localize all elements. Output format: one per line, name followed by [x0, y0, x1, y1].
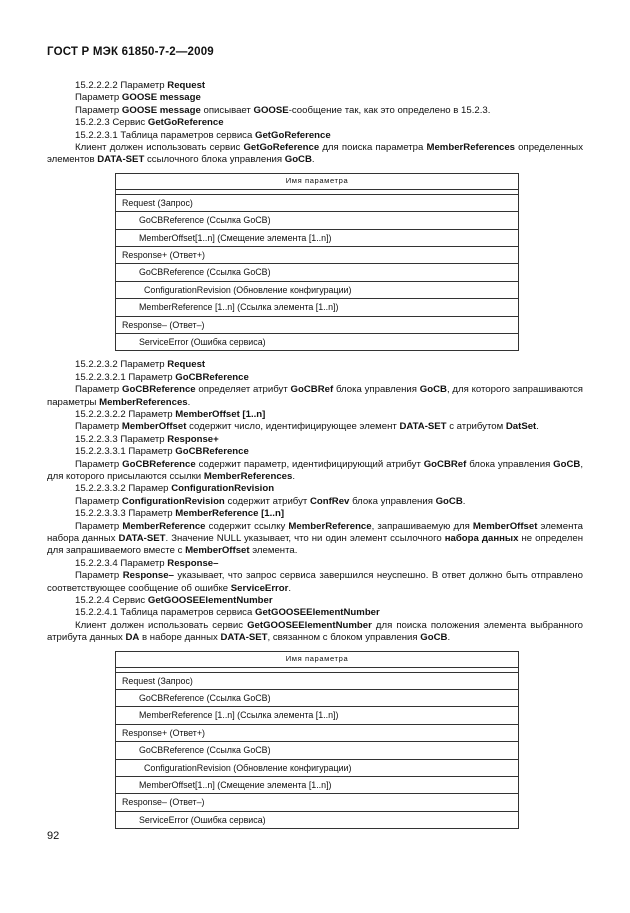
bold-term: ConfRev	[309, 495, 350, 507]
bold-term: GoCB	[419, 384, 447, 396]
paragraph	[47, 92, 583, 104]
bold-term: GoCBReference	[175, 371, 249, 383]
table-row	[116, 742, 519, 759]
text-run: с атрибутом	[446, 421, 506, 433]
paragraph	[47, 595, 583, 607]
paragraph	[47, 558, 583, 570]
text-run: .	[311, 154, 315, 166]
text-run: элемента.	[249, 545, 298, 557]
bold-term: GetGoReference	[147, 117, 224, 129]
parameter-name-cell: Response+ (Ответ+)	[116, 247, 519, 264]
bold-term: GetGoReference	[243, 142, 320, 154]
text-run: Параметр	[75, 92, 122, 104]
parameter-name-cell: GoCBReference (Ссылка GoCB)	[116, 742, 519, 759]
table-row	[116, 281, 519, 298]
table-row	[116, 811, 519, 828]
table-row	[116, 724, 519, 741]
paragraph	[47, 483, 583, 495]
text-run: 15.2.2.3.3.2 Парамер	[75, 483, 172, 495]
document-body	[47, 80, 583, 837]
bold-term: GoCBRef	[423, 458, 467, 470]
text-run: элемента набора данных	[47, 520, 583, 545]
parameter-name-cell: MemberReference [1..n] (Ссылка элемента [1..n])	[116, 707, 519, 724]
paragraph	[47, 384, 583, 409]
text-run: Параметр	[75, 421, 122, 433]
bold-term: MemberOffset	[472, 520, 538, 532]
table-row	[116, 672, 519, 689]
bold-term: MemberOffset	[185, 545, 250, 557]
text-run: Параметр	[75, 520, 123, 532]
text-run: для поиска параметра	[319, 142, 427, 154]
text-run: определяет атрибут	[195, 384, 291, 396]
table-row	[116, 759, 519, 776]
text-run: 15.2.2.3.2 Параметр	[75, 359, 168, 371]
paragraph	[47, 620, 583, 645]
parameter-name-cell: GoCBReference (Ссылка GoCB)	[116, 264, 519, 281]
bold-term: GoCBReference	[122, 384, 196, 396]
table-row	[116, 264, 519, 281]
paragraph	[47, 446, 583, 458]
bold-term: MemberReference	[122, 520, 206, 532]
parameter-name-cell: ServiceError (Ошибка сервиса)	[116, 811, 519, 828]
text-run: для поиска положения элемента выбранного атрибута данных	[47, 619, 583, 644]
bold-term: DATA-SET	[399, 421, 447, 433]
table-row	[116, 333, 519, 350]
parameter-name-cell: ConfigurationRevision (Обновление конфигурации)	[116, 759, 519, 776]
bold-term: Response–	[122, 570, 174, 582]
parameter-name-cell: Response– (Ответ–)	[116, 316, 519, 333]
text-run: Параметр	[75, 104, 122, 116]
paragraph	[47, 359, 583, 371]
bold-term: Response+	[167, 433, 219, 445]
bold-term: GoCB	[420, 632, 448, 644]
text-run: .	[292, 471, 296, 483]
table-row	[116, 229, 519, 246]
text-run: описывает	[200, 104, 254, 116]
paragraph	[47, 421, 583, 433]
text-run: 15.2.2.2.2 Параметр	[75, 80, 168, 91]
text-run: 15.2.2.3.3.1 Параметр	[75, 446, 176, 458]
bold-term: GetGOOSEElementNumber	[147, 595, 273, 607]
text-run: определенных элементов	[47, 142, 583, 166]
text-run: указывает, что запрос сервиса завершился неуспешно. В ответ должно быть отправлено соответствующее сообщение об ошибке	[47, 570, 583, 594]
parameter-name-cell: GoCBReference (Ссылка GoCB)	[116, 212, 519, 229]
text-run: Параметр	[75, 384, 123, 396]
text-run: 15.2.2.3.1 Таблица параметров сервиса	[75, 129, 255, 141]
paragraph	[47, 105, 583, 117]
text-run: в наборе данных	[139, 632, 221, 644]
bold-term: GoCB	[553, 458, 581, 470]
table-header-cell: Имя параметра	[116, 173, 519, 189]
paragraph	[47, 521, 583, 558]
text-run: , связанном с блоком управления	[267, 632, 421, 644]
table-row	[116, 299, 519, 316]
text-run: -сообщение так, как это определено в 15.2.3.	[288, 104, 491, 116]
bold-term: GetGOOSEElementNumber	[255, 607, 380, 619]
text-run: .	[536, 421, 539, 433]
table-row	[116, 794, 519, 811]
table-row	[116, 316, 519, 333]
bold-term: GoCB	[435, 495, 463, 507]
text-run: содержит параметр, идентифицирующий атрибут	[195, 458, 424, 470]
bold-term: MemberReferences	[99, 396, 188, 408]
text-run: 15.2.2.3.4 Параметр	[75, 557, 168, 569]
bold-term: DatSet	[505, 421, 537, 433]
bold-term: Request	[167, 359, 206, 371]
text-run: блока управления	[333, 384, 420, 396]
text-run: 15.2.2.3.2.1 Параметр	[75, 371, 176, 383]
table-row	[116, 707, 519, 724]
text-run: .	[447, 632, 451, 644]
parameter-name-cell: Request (Запрос)	[116, 672, 519, 689]
bold-term: GOOSE	[253, 104, 289, 116]
text-run: содержит число, идентифицирующее элемент	[186, 421, 400, 433]
parameter-name-cell: Response– (Ответ–)	[116, 794, 519, 811]
parameter-name-cell: Response+ (Ответ+)	[116, 724, 519, 741]
bold-term: MemberOffset [1..n]	[175, 408, 266, 420]
text-run: , для которого присылаются ссылки	[47, 458, 583, 483]
bold-term: MemberOffset	[121, 421, 187, 433]
section-parameters	[47, 359, 583, 644]
parameter-table-get-goose-element-number	[115, 651, 519, 830]
bold-term: GoCBReference	[175, 446, 249, 458]
parameter-name-cell: ServiceError (Ошибка сервиса)	[116, 333, 519, 350]
bold-term: DATA-SET	[220, 632, 268, 644]
table-header-cell: Имя параметра	[116, 651, 519, 667]
bold-term: DATA-SET	[97, 154, 145, 166]
bold-term: Request	[167, 80, 206, 91]
text-run: 15.2.2.3.3 Параметр	[75, 433, 168, 445]
table-row	[116, 212, 519, 229]
document-header: ГОСТ Р МЭК 61850-7-2—2009	[47, 46, 214, 58]
parameter-name-cell: MemberOffset[1..n] (Смещение элемента [1..n])	[116, 777, 519, 794]
bold-term: GOOSE message	[121, 104, 201, 116]
table-row	[116, 690, 519, 707]
paragraph	[47, 459, 583, 484]
table-row	[116, 194, 519, 211]
bold-term: GOOSE message	[121, 92, 201, 104]
table-row	[116, 777, 519, 794]
text-run: 15.2.2.3 Сервис	[75, 117, 148, 129]
parameter-name-cell: ConfigurationRevision (Обновление конфигурации)	[116, 281, 519, 298]
paragraph	[47, 130, 583, 142]
text-run: не определен для запрашиваемого вместе с	[47, 533, 583, 557]
bold-term: ConfigurationRevision	[121, 495, 225, 507]
text-run: блока управления	[466, 458, 554, 470]
page-number: 92	[47, 830, 60, 842]
paragraph	[47, 496, 583, 508]
bold-term: GoCBRef	[290, 384, 334, 396]
text-run: ссылочного блока управления	[144, 154, 285, 166]
bold-term: DA	[125, 632, 140, 644]
paragraph	[47, 508, 583, 520]
bold-term: Response–	[167, 557, 219, 569]
paragraph	[47, 372, 583, 384]
parameter-name-cell: GoCBReference (Ссылка GoCB)	[116, 690, 519, 707]
text-run: 15.2.2.4 Сервис	[75, 595, 148, 607]
bold-term: DATA-SET	[118, 533, 166, 545]
text-run: блока управления	[349, 495, 436, 507]
text-run: содержит атрибут	[224, 495, 310, 507]
bold-term: MemberReferences	[426, 142, 516, 154]
parameter-name-cell: MemberOffset[1..n] (Смещение элемента [1..n])	[116, 229, 519, 246]
bold-term: GetGOOSEElementNumber	[247, 619, 372, 631]
section-get-go-reference	[47, 80, 583, 167]
paragraph	[47, 409, 583, 421]
bold-term: GoCBReference	[122, 458, 196, 470]
text-run: Клиент должен использовать сервис	[75, 142, 244, 154]
bold-term: ConfigurationRevision	[171, 483, 275, 495]
bold-term: GetGoReference	[255, 129, 331, 141]
text-run: Параметр	[75, 570, 123, 582]
parameter-name-cell: Request (Запрос)	[116, 194, 519, 211]
paragraph	[47, 434, 583, 446]
bold-term: набора данных	[444, 533, 519, 545]
paragraph	[47, 607, 583, 619]
text-run: Клиент должен использовать сервис	[75, 619, 248, 631]
text-run: .	[288, 582, 292, 594]
bold-term: GoCB	[284, 154, 312, 166]
bold-term: MemberReference [1..n]	[175, 508, 285, 520]
text-run: 15.2.2.3.2.2 Параметр	[75, 408, 176, 420]
text-run: , запрашиваемую для	[371, 520, 473, 532]
bold-term: ServiceError	[230, 582, 289, 594]
parameter-table-get-go-reference	[115, 173, 519, 352]
text-run: Параметр	[75, 458, 123, 470]
table-row	[116, 247, 519, 264]
text-run: Параметр	[75, 495, 122, 507]
paragraph	[47, 80, 583, 92]
text-run: , для которого запрашиваются параметры	[47, 384, 583, 408]
text-run: 15.2.2.3.3.3 Параметр	[75, 508, 176, 520]
paragraph	[47, 117, 583, 129]
parameter-name-cell: MemberReference [1..n] (Ссылка элемента [1..n])	[116, 299, 519, 316]
bold-term: MemberReference	[288, 520, 372, 532]
text-run: 15.2.2.4.1 Таблица параметров сервиса	[75, 607, 255, 619]
paragraph	[47, 142, 583, 167]
text-run: .	[462, 495, 466, 507]
paragraph	[47, 570, 583, 595]
text-run: .	[187, 396, 191, 408]
bold-term: MemberReferences	[203, 471, 293, 483]
text-run: . Значение NULL указывает, что ни один элемент ссылочного	[165, 533, 445, 545]
text-run: содержит ссылку	[205, 520, 289, 532]
